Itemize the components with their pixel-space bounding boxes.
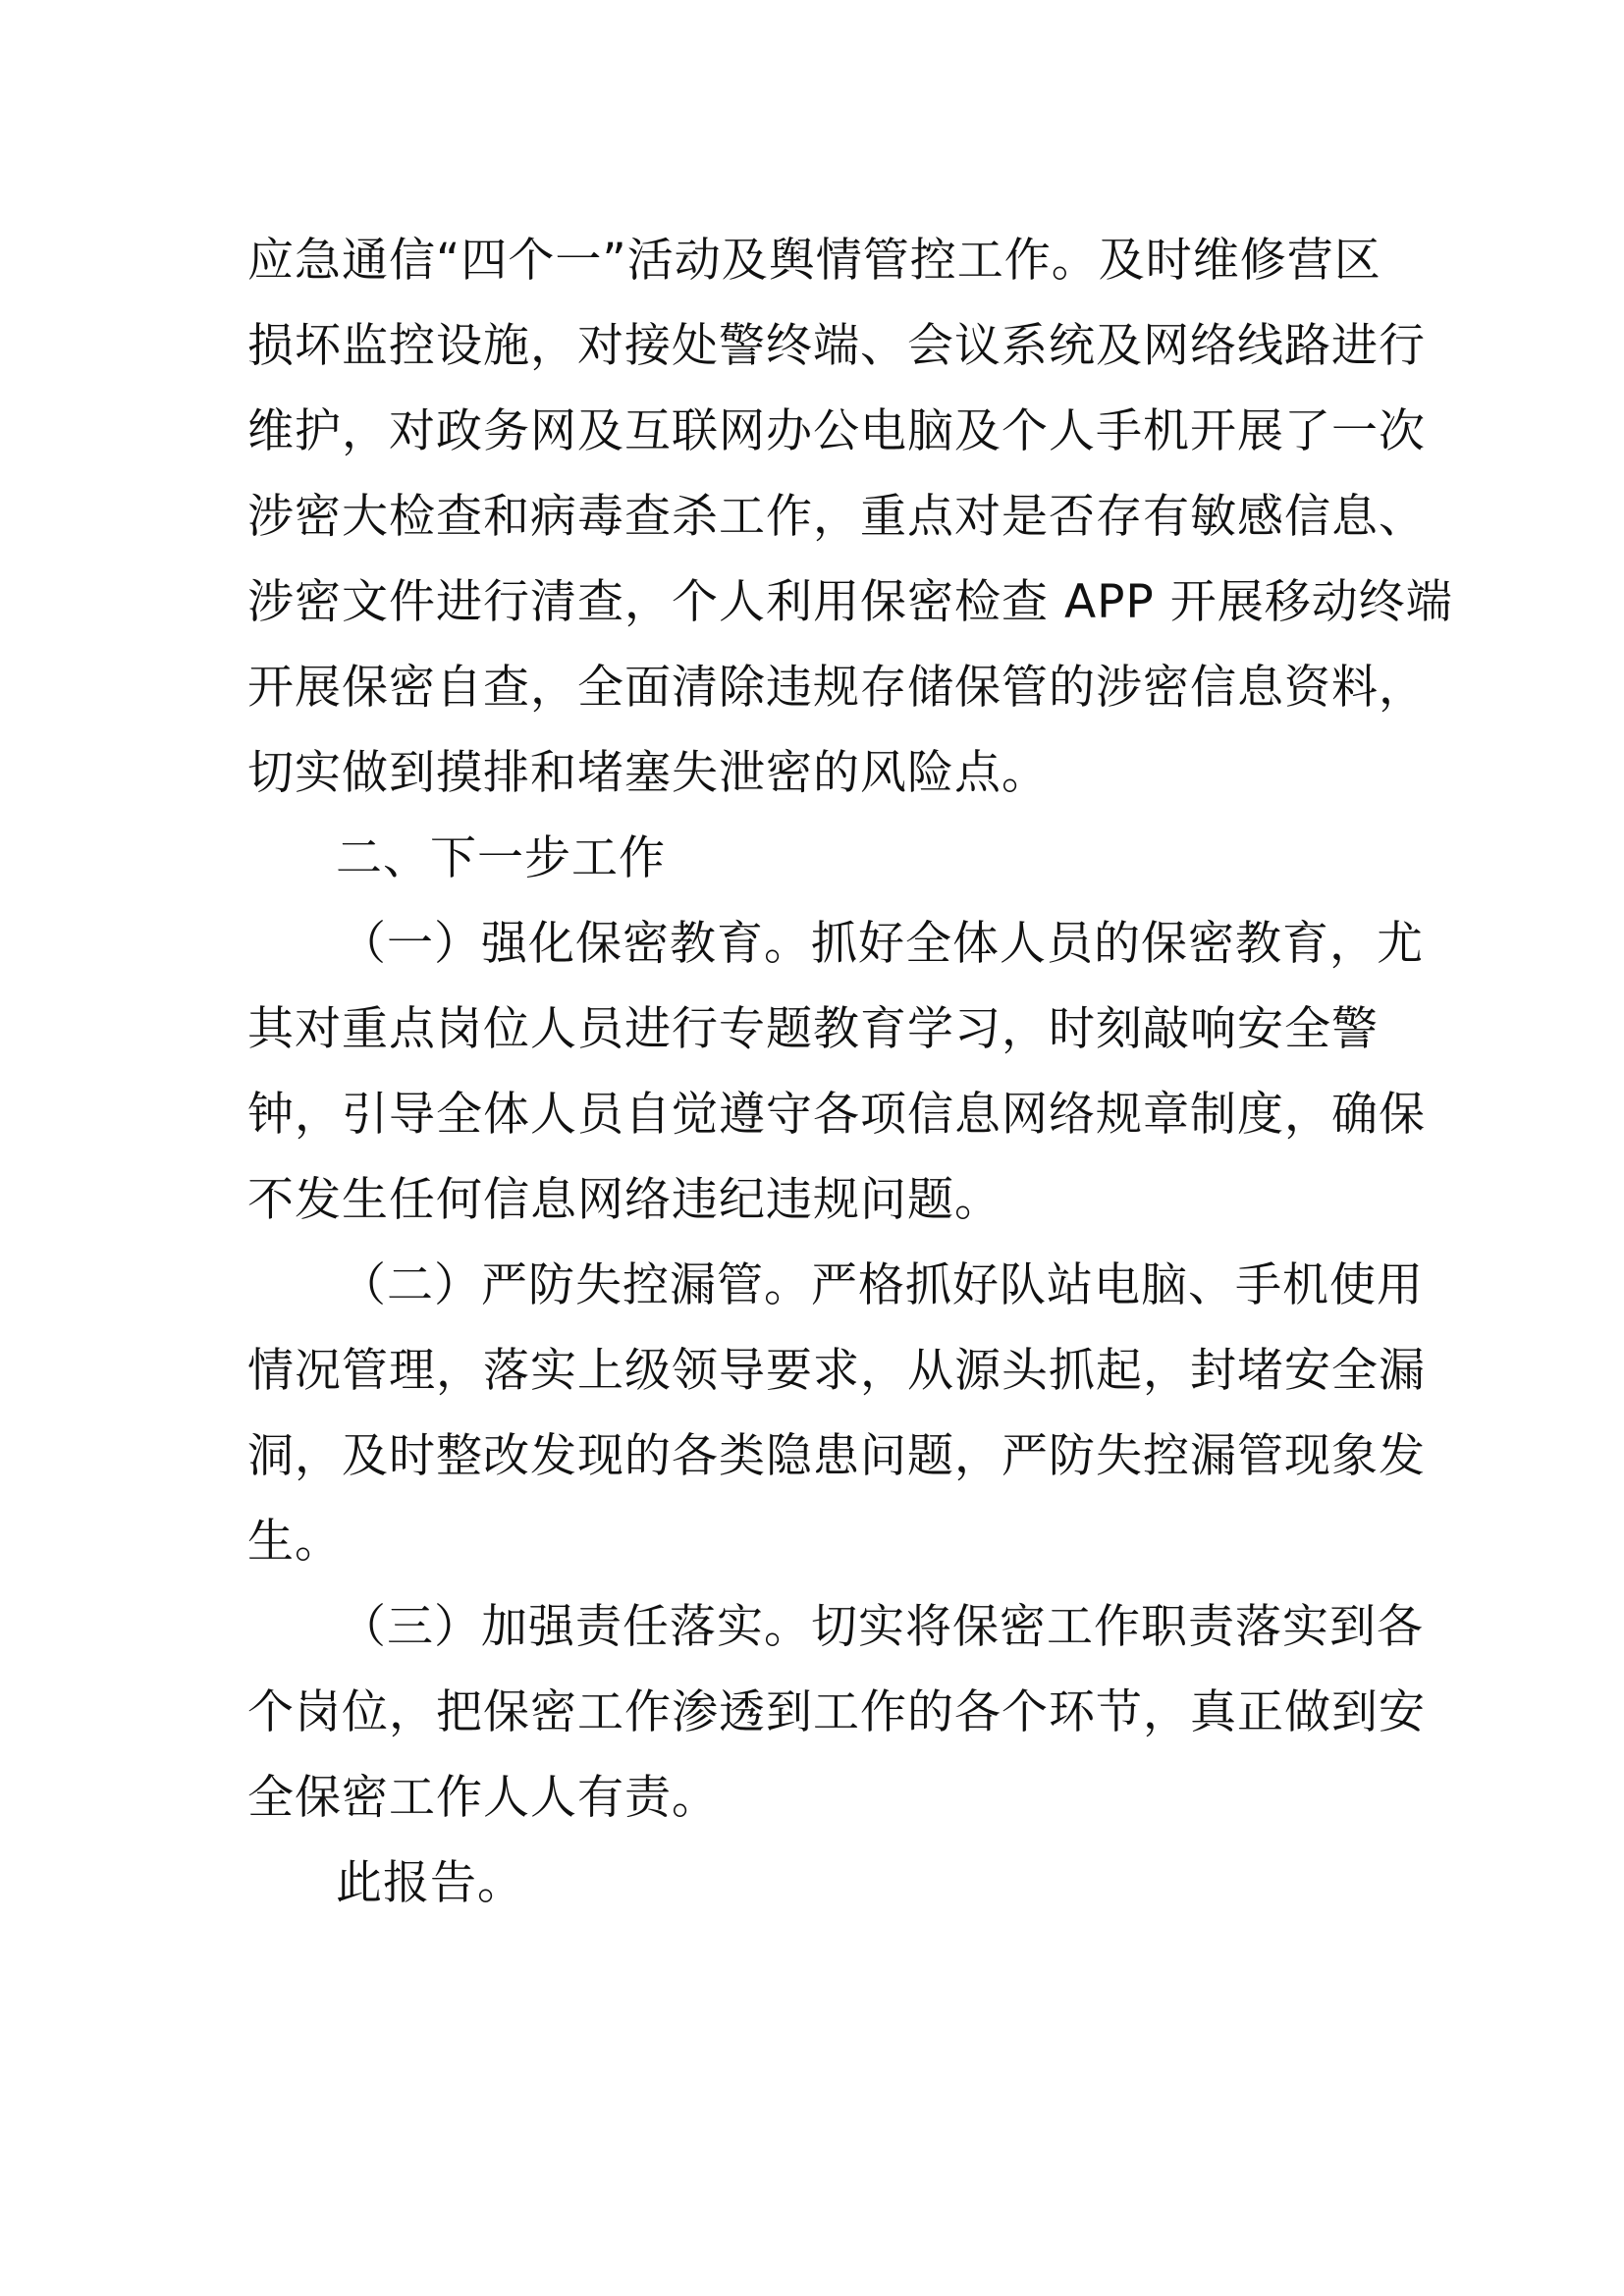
- text-line: 开展保密自查，全面清除违规存储保管的涉密信息资料，: [247, 661, 1426, 715]
- text-line: （二）严防失控漏管。严格抓好队站电脑、手机使用: [340, 1258, 1424, 1312]
- text-line: 维护，对政务网及互联网办公电脑及个人手机开展了一次: [247, 404, 1426, 458]
- text-line: 应急通信“四个一”活动及舆情管控工作。及时维修营区: [247, 234, 1381, 288]
- paragraph-item-2: [247, 1243, 1426, 1584]
- text-line: 涉密文件进行清查，个人利用保密检查 APP 开展移动终端: [247, 575, 1453, 629]
- text-line: 全保密工作人人有责。: [247, 1771, 719, 1825]
- text-line: 生。: [247, 1515, 342, 1569]
- text-line: 洞，及时整改发现的各类隐患问题，严防失控漏管现象发: [247, 1429, 1426, 1483]
- text-line: 不发生任何信息网络违纪违规问题。: [247, 1173, 1001, 1227]
- paragraph-item-3: [247, 1584, 1426, 1841]
- text-line: （一）强化保密教育。抓好全体人员的保密教育，尤: [340, 917, 1424, 971]
- paragraph-work-summary: [247, 218, 1453, 816]
- text-line: 涉密大检查和病毒查杀工作，重点对是否存有敏感信息、: [247, 490, 1426, 544]
- document-body: [247, 218, 1453, 1926]
- closing-remark: [247, 1841, 1386, 1926]
- paragraph-item-1: [247, 901, 1426, 1243]
- text-line: 钟，引导全体人员自觉遵守各项信息网络规章制度，确保: [247, 1088, 1426, 1142]
- section-heading-next-steps: [247, 816, 1386, 901]
- text-line: 损坏监控设施，对接处警终端、会议系统及网络线路进行: [247, 319, 1426, 373]
- text-line: 个岗位，把保密工作渗透到工作的各个环节，真正做到安: [247, 1685, 1426, 1739]
- text-line: 情况管理，落实上级领导要求，从源头抓起，封堵安全漏: [247, 1344, 1426, 1398]
- text-line: （三）加强责任落实。切实将保密工作职责落实到各: [340, 1600, 1424, 1654]
- text-line: 切实做到摸排和堵塞失泄密的风险点。: [247, 746, 1049, 800]
- text-line: 其对重点岗位人员进行专题教育学习，时刻敲响安全警: [247, 1002, 1379, 1056]
- closing-line: 此报告。: [336, 1856, 524, 1910]
- heading-line: 二、下一步工作: [336, 831, 666, 885]
